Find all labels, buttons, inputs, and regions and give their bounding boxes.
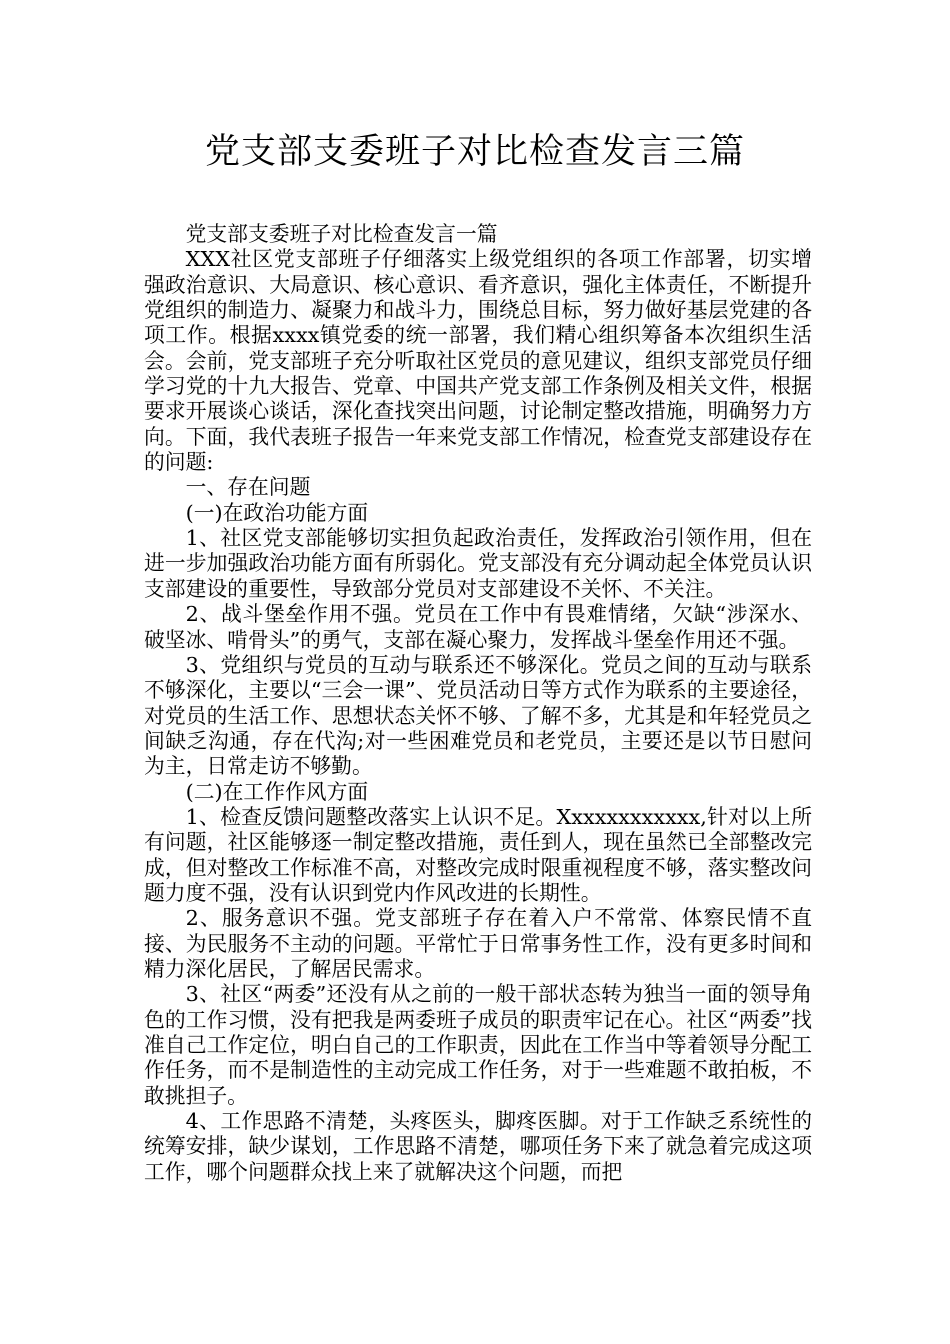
subtitle-paragraph: 党支部支委班子对比检查发言一篇 bbox=[185, 222, 498, 246]
subsection-heading: (一)在政治功能方面 bbox=[185, 500, 369, 525]
body-paragraph: 3、社区“两委”还没有从之前的一般干部状态转为独当一面的领导角色的工作习惯，没有把我是两委班子成员的职责牢记在心。社区“两委”找准自己工作定位，明白自己的工作职责，因此在工作当中等着领导分配工作任务，而不是制造性的主动完成工作任务，对于一些难题不敢拍板，不敢挑担子。 bbox=[144, 982, 812, 1108]
body-paragraph: 3、党组织与党员的互动与联系还不够深化。党员之间的互动与联系不够深化，主要以“三会一课”、党员活动日等方式作为联系的主要途径，对党员的生活工作、思想状态关怀不够、了解不多，尤其是和年轻党员之间缺乏沟通，存在代沟;对一些困难党员和老党员，主要还是以节日慰问为主，日常走访不够勤。 bbox=[144, 652, 812, 779]
document-body bbox=[144, 222, 812, 1185]
body-paragraph: 1、社区党支部能够切实担负起政治责任，发挥政治引领作用，但在进一步加强政治功能方面有所弱化。党支部没有充分调动起全体党员认识支部建设的重要性，导致部分党员对支部建设不关怀、不关注。 bbox=[144, 526, 812, 601]
body-paragraph: 2、战斗堡垒作用不强。党员在工作中有畏难情绪，欠缺“涉深水、破坚冰、啃骨头”的勇气，支部在凝心聚力，发挥战斗堡垒作用还不强。 bbox=[144, 602, 812, 652]
intro-paragraph: XXX社区党支部班子仔细落实上级党组织的各项工作部署，切实增强政治意识、大局意识、核心意识、看齐意识，强化主体责任，不断提升党组织的制造力、凝聚力和战斗力，围绕总目标，努力做好基层党建的各项工作。根据xxxx镇党委的统一部署，我们精心组织筹备本次组织生活会。会前，党支部班子充分听取社区党员的意见建议，组织支部党员仔细学习党的十九大报告、党章、中国共产党支部工作条例及相关文件，根据要求开展谈心谈话，深化查找突出问题，讨论制定整改措施，明确努力方向。下面，我代表班子报告一年来党支部工作情况，检查党支部建设存在的问题: bbox=[144, 247, 812, 475]
body-paragraph: 4、工作思路不清楚，头疼医头，脚疼医脚。对于工作缺乏系统性的统筹安排，缺少谋划，工作思路不清楚，哪项任务下来了就急着完成这项工作，哪个问题群众找上来了就解决这个问题，而把 bbox=[144, 1109, 812, 1184]
subsection-heading: (二)在工作作风方面 bbox=[185, 779, 369, 804]
document-title: 党支部支委班子对比检查发言三篇 bbox=[204, 132, 745, 172]
body-paragraph: 1、检查反馈问题整改落实上认识不足。Xxxxxxxxxxxx,针对以上所有问题，社区能够逐一制定整改措施，责任到人，现在虽然已全部整改完成，但对整改工作标准不高，对整改完成时限重视程度不够，落实整改问题力度不强，没有认识到党内作风改进的长期性。 bbox=[144, 804, 812, 905]
section-heading: 一、存在问题 bbox=[185, 475, 311, 500]
body-paragraph: 2、服务意识不强。党支部班子存在着入户不常常、体察民情不直接、为民服务不主动的问题。平常忙于日常事务性工作，没有更多时间和精力深化居民，了解居民需求。 bbox=[144, 906, 812, 981]
